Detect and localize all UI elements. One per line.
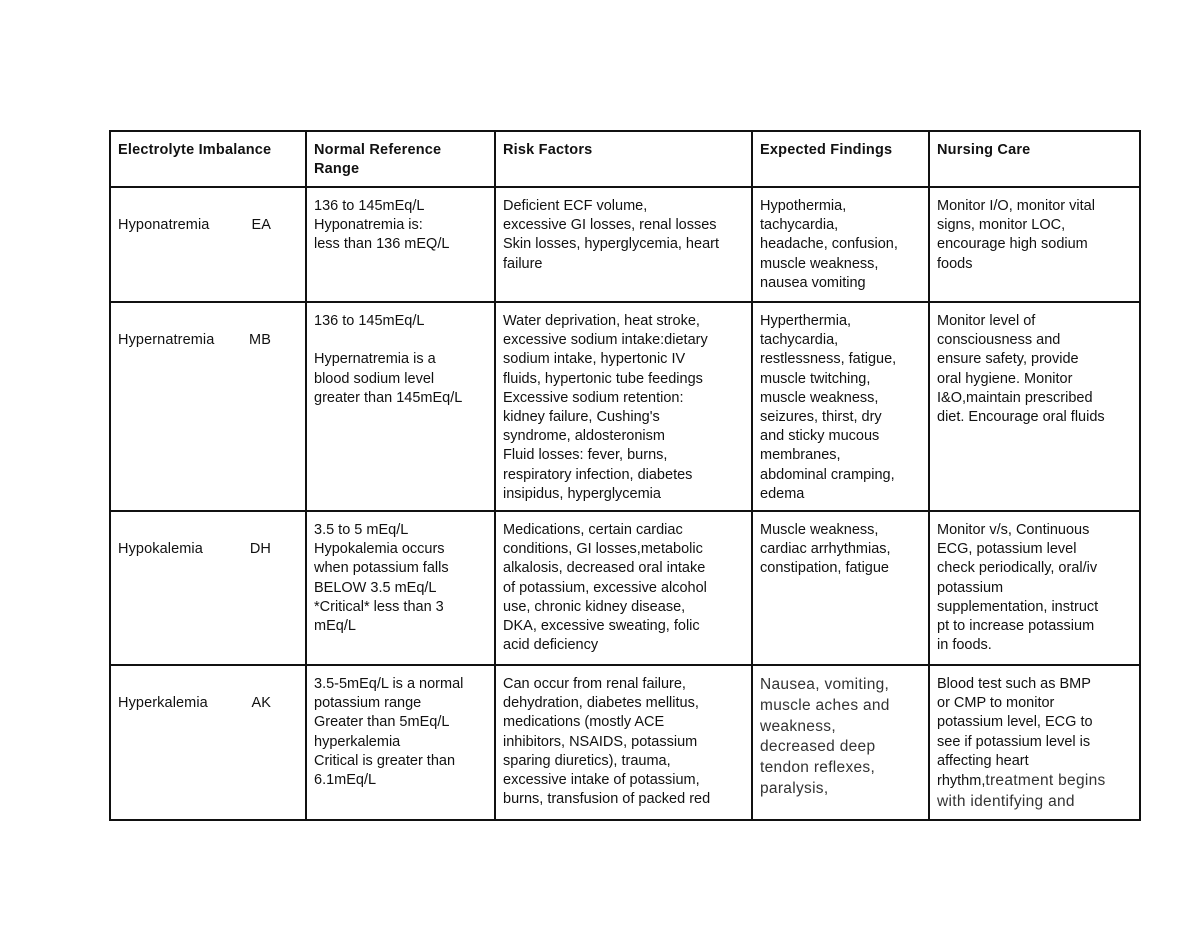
imbalance-name: Hyponatremia bbox=[118, 217, 210, 234]
reference-range-cell: 136 to 145mEq/L Hypernatremia is a blood sodium level greater than 145mEq/L bbox=[306, 302, 495, 511]
table-header-row bbox=[110, 131, 1140, 187]
header-risk-factors: Risk Factors bbox=[495, 131, 752, 187]
risk-factors-cell: Can occur from renal failure, dehydration, diabetes mellitus, medications (mostly ACE inhibitors, NSAIDS, potassium sparing diuretics), trauma, excessive intake of potassium, burns, transfusion of packed red bbox=[495, 665, 752, 820]
imbalance-name-cell bbox=[110, 511, 306, 665]
header-normal-reference-range: Normal Reference Range bbox=[306, 131, 495, 187]
nursing-care-cell bbox=[929, 665, 1140, 820]
header-electrolyte-imbalance: Electrolyte Imbalance bbox=[110, 131, 306, 187]
nursing-care-text: Blood test such as BMP or CMP to monitor potassium level, ECG to see if potassium level is affecting heart rhythm, bbox=[937, 676, 1093, 790]
table-row-hypernatremia bbox=[110, 302, 1140, 511]
expected-findings-cell: Hypothermia, tachycardia, headache, confusion, muscle weakness, nausea vomiting bbox=[752, 187, 929, 302]
header-expected-findings: Expected Findings bbox=[752, 131, 929, 187]
author-initials: EA bbox=[251, 217, 271, 234]
nursing-care-cell: Monitor I/O, monitor vital signs, monitor LOC, encourage high sodium foods bbox=[929, 187, 1140, 302]
author-initials: MB bbox=[249, 332, 271, 349]
electrolyte-table-container bbox=[109, 130, 1139, 821]
imbalance-name-cell bbox=[110, 302, 306, 511]
author-initials: DH bbox=[249, 541, 271, 558]
imbalance-name: Hypernatremia bbox=[118, 332, 215, 349]
imbalance-name: Hyperkalemia bbox=[118, 695, 208, 712]
table-row-hyperkalemia bbox=[110, 665, 1140, 820]
expected-findings-cell: Nausea, vomiting, muscle aches and weakness, decreased deep tendon reflexes, paralysis, bbox=[752, 665, 929, 820]
expected-findings-cell: Muscle weakness, cardiac arrhythmias, constipation, fatigue bbox=[752, 511, 929, 665]
nursing-care-cell: Monitor level of consciousness and ensure safety, provide oral hygiene. Monitor I&O,maintain prescribed diet. Encourage oral fluids bbox=[929, 302, 1140, 511]
table-row-hypokalemia bbox=[110, 511, 1140, 665]
risk-factors-cell: Deficient ECF volume, excessive GI losses, renal losses Skin losses, hyperglycemia, heart failure bbox=[495, 187, 752, 302]
nursing-care-text-continued: treatment begins with identifying and bbox=[937, 772, 1106, 810]
imbalance-name-cell bbox=[110, 665, 306, 820]
reference-range-cell: 136 to 145mEq/L Hyponatremia is: less than 136 mEQ/L bbox=[306, 187, 495, 302]
imbalance-name-cell bbox=[110, 187, 306, 302]
nursing-care-cell: Monitor v/s, Continuous ECG, potassium level check periodically, oral/iv potassium supplementation, instruct pt to increase potassium in foods. bbox=[929, 511, 1140, 665]
imbalance-name: Hypokalemia bbox=[118, 541, 203, 558]
electrolyte-imbalance-table bbox=[109, 130, 1141, 821]
table-row-hyponatremia bbox=[110, 187, 1140, 302]
expected-findings-cell: Hyperthermia, tachycardia, restlessness, fatigue, muscle twitching, muscle weakness, seizures, thirst, dry and sticky mucous membranes, abdominal cramping, edema bbox=[752, 302, 929, 511]
author-initials: AK bbox=[251, 695, 271, 712]
header-nursing-care: Nursing Care bbox=[929, 131, 1140, 187]
risk-factors-cell: Water deprivation, heat stroke, excessive sodium intake:dietary sodium intake, hypertonic IV fluids, hypertonic tube feedings Excessive sodium retention: kidney failure, Cushing's syndrome, aldosteronism Fluid losses: fever, burns, respiratory infection, diabetes insipidus, hyperglycemia bbox=[495, 302, 752, 511]
reference-range-cell: 3.5-5mEq/L is a normal potassium range Greater than 5mEq/L hyperkalemia Critical is greater than 6.1mEq/L bbox=[306, 665, 495, 820]
risk-factors-cell: Medications, certain cardiac conditions, GI losses,metabolic alkalosis, decreased oral intake of potassium, excessive alcohol use, chronic kidney disease, DKA, excessive sweating, folic acid deficiency bbox=[495, 511, 752, 665]
reference-range-cell: 3.5 to 5 mEq/L Hypokalemia occurs when potassium falls BELOW 3.5 mEq/L *Critical* less than 3 mEq/L bbox=[306, 511, 495, 665]
